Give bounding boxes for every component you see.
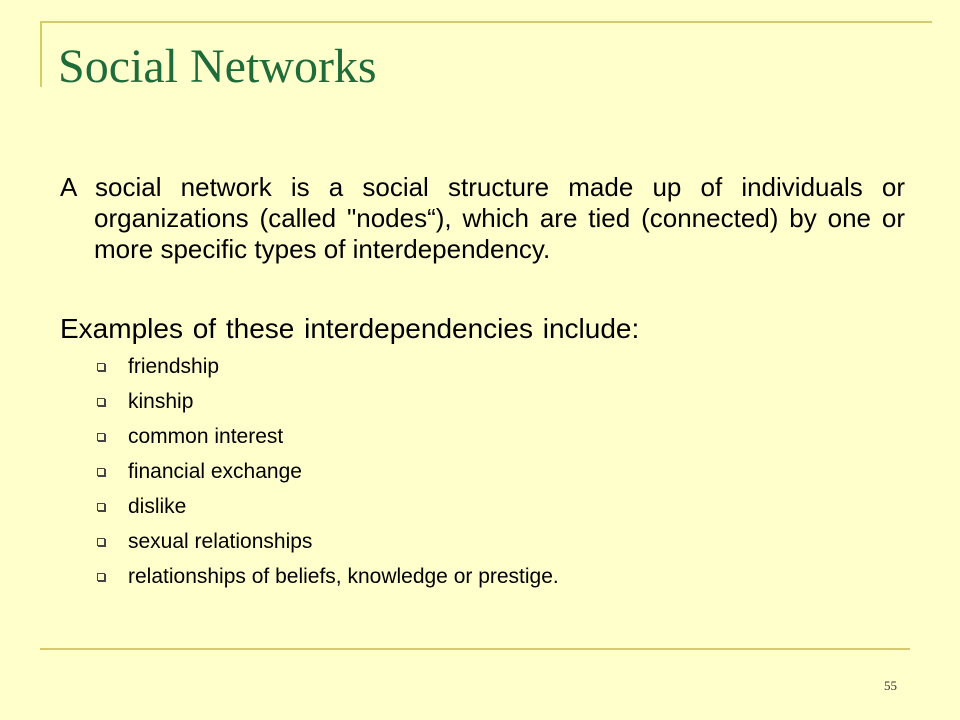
list-item-label: sexual relationships: [128, 530, 313, 553]
square-bullet-icon: [97, 433, 105, 441]
list-item: [96, 419, 559, 454]
list-item: [96, 559, 559, 594]
list-item-label: friendship: [128, 355, 220, 378]
list-item: [96, 489, 559, 524]
square-bullet-icon: [97, 538, 105, 546]
slide-title: Social Networks: [58, 40, 377, 93]
list-item: [96, 454, 559, 489]
list-item: [96, 349, 559, 384]
square-bullet-icon: [97, 363, 105, 371]
page-number: 55: [884, 678, 897, 693]
list-item-label: financial exchange: [128, 460, 302, 483]
square-bullet-icon: [97, 573, 105, 581]
list-item-label: dislike: [128, 495, 187, 518]
list-item-label: common interest: [128, 425, 284, 448]
list-item: [96, 384, 559, 419]
list-item-label: relationships of beliefs, knowledge or prestige.: [128, 565, 559, 588]
definition-paragraph: A social network is a social structure made up of individuals or organizations (called "nodes“), which are tied (connected) by one or more specific types of interdependency.: [60, 172, 905, 264]
examples-list: [96, 349, 559, 594]
square-bullet-icon: [97, 398, 105, 406]
frame-top-line: [40, 21, 932, 23]
list-item: [96, 524, 559, 559]
examples-heading: Examples of these interdependencies include:: [60, 313, 640, 344]
frame-left-line: [40, 21, 42, 87]
frame-bottom-line: [40, 648, 910, 650]
square-bullet-icon: [97, 503, 105, 511]
list-item-label: kinship: [128, 390, 194, 413]
square-bullet-icon: [97, 468, 105, 476]
